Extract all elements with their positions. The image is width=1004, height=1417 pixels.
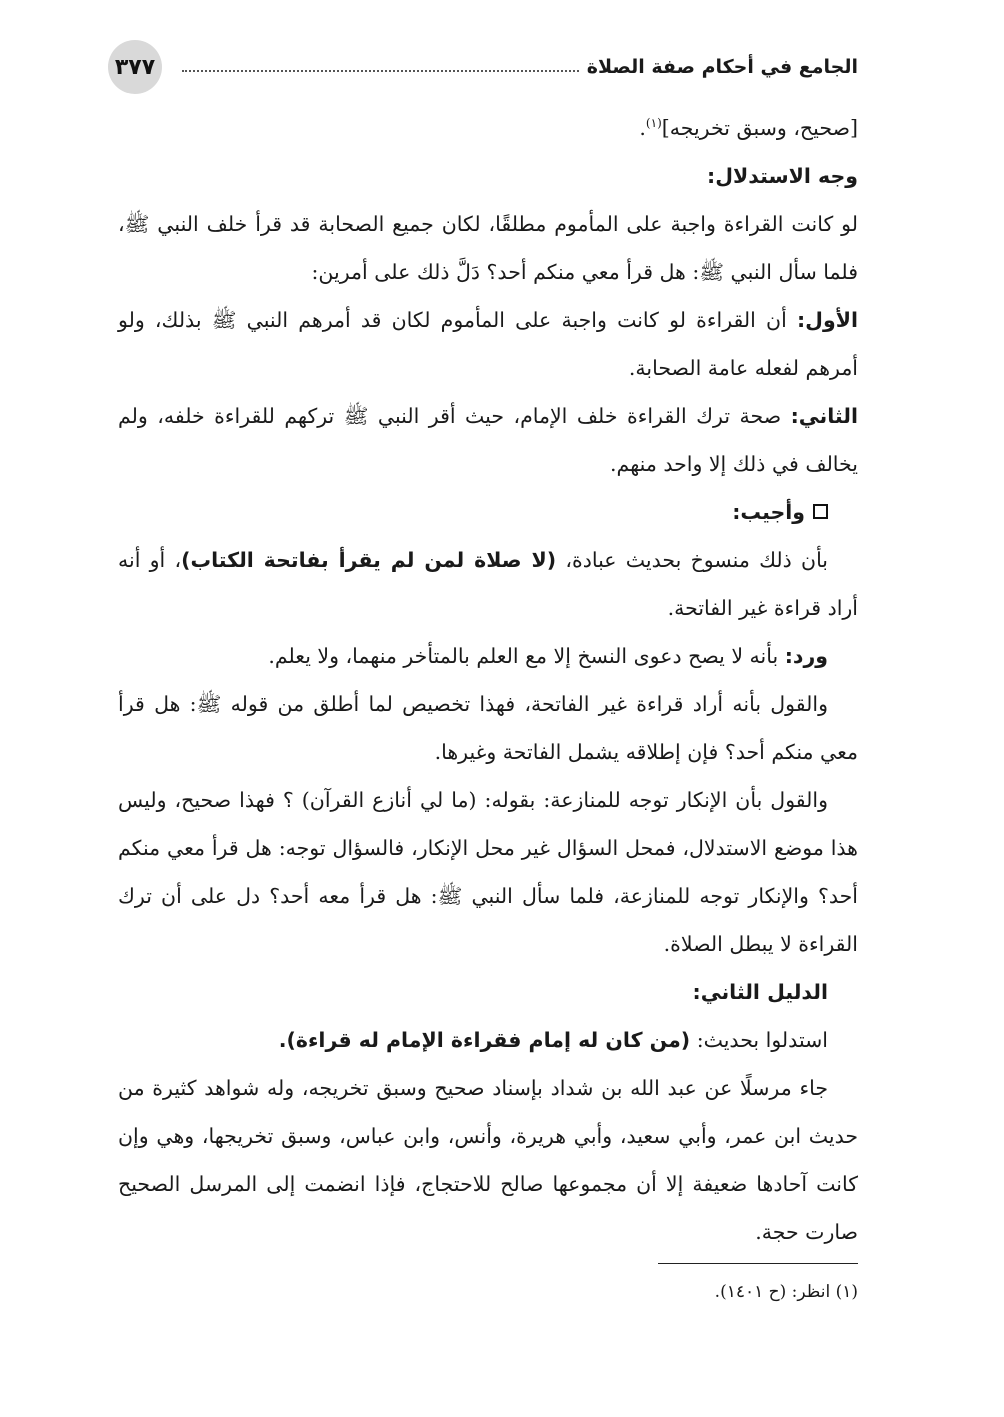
paragraph-citation: [صحيح، وسبق تخريجه]$^{(١)}$. (639, 116, 858, 140)
paragraph-second-point: الثاني: صحة ترك القراءة خلف الإمام، حيث أقر النبي ﷺ تركهم للقراءة خلفه، ولم يخالف في ذلك إلا واحد منهم. (118, 404, 858, 476)
hadith-quote: (من كان له إمام فقراءة الإمام له قراءة). (278, 1028, 691, 1052)
paragraph-evidence: استدلوا بحديث: (من كان له إمام فقراءة الإمام له قراءة). (278, 1028, 828, 1052)
second-point-label: الثاني: (790, 404, 858, 428)
book-title: الجامع في أحكام صفة الصلاة (586, 56, 858, 78)
paragraph-argument: لو كانت القراءة واجبة على المأموم مطلقًا، لكان جميع الصحابة قد قرأ خلف النبي ﷺ، فلما سأل النبي ﷺ: هل قرأ معي منكم أحد؟ دَلَّ ذلك على أمرين: (118, 212, 858, 284)
paragraph-specification: والقول بأنه أراد قراءة غير الفاتحة، فهذا تخصيص لما أطلق من قوله ﷺ: هل قرأ معي منكم أحد؟ فإن إطلاقه يشمل الفاتحة وغيرها. (118, 692, 858, 764)
section-heading-wajh-istidlal: وجه الاستدلال: (707, 164, 858, 188)
paragraph-chain-analysis: جاء مرسلًا عن عبد الله بن شداد بإسناد صحيح وسبق تخريجه، وله شواهد كثيرة من حديث ابن عمر، وأبي سعيد، وأبي هريرة، وأنس، وابن عباس، وسبق تخريجها، وهي وإن كانت آحادها ضعيفة إلا أن مجموعها صالح للاحتجاج، فإذا انضمت إلى المرسل الصحيح صارت حجة. (118, 1076, 858, 1244)
page-body (118, 104, 858, 1256)
section-heading-response: وأجيب: (118, 488, 858, 536)
footnote-marker: (١) (645, 116, 662, 131)
paragraph-rebuttal: ورد: بأنه لا يصح دعوى النسخ إلا مع العلم بالمتأخر منهما، ولا يعلم. (268, 644, 828, 668)
checkbox-icon (813, 504, 828, 519)
running-header (174, 52, 858, 82)
header-dotted-leader (182, 70, 579, 72)
footnote: (١) انظر: (ح ١٤٠١). (714, 1282, 858, 1302)
first-point-label: الأول: (796, 308, 858, 332)
rebuttal-label: ورد: (784, 644, 828, 668)
footnote-separator (658, 1263, 858, 1264)
hadith-quote: (لا صلاة لمن لم يقرأ بفاتحة الكتاب) (181, 548, 557, 572)
page-header (108, 40, 858, 100)
paragraph-objection: والقول بأن الإنكار توجه للمنازعة: بقوله: (ما لي أنازع القرآن) ؟ فهذا صحيح، وليس هذا موضع الاستدلال، فمحل السؤال غير محل الإنكار، فالسؤال توجه: هل قرأ معي منكم أحد؟ والإنكار توجه للمنازعة، فلما سأل النبي ﷺ: هل قرأ معه أحد؟ دل على أن ترك القراءة لا يبطل الصلاة. (118, 788, 858, 956)
paragraph-first-point: الأول: أن القراءة لو كانت واجبة على المأموم لكان قد أمرهم النبي ﷺ بذلك، ولو أمرهم لفعله عامة الصحابة. (118, 308, 858, 380)
section-heading-second-evidence: الدليل الثاني: (692, 980, 828, 1004)
page-number: ٣٧٧ (108, 40, 162, 94)
paragraph-abrogation: بأن ذلك منسوخ بحديث عبادة، (لا صلاة لمن لم يقرأ بفاتحة الكتاب)، أو أنه أراد قراءة غير الفاتحة. (118, 548, 858, 620)
